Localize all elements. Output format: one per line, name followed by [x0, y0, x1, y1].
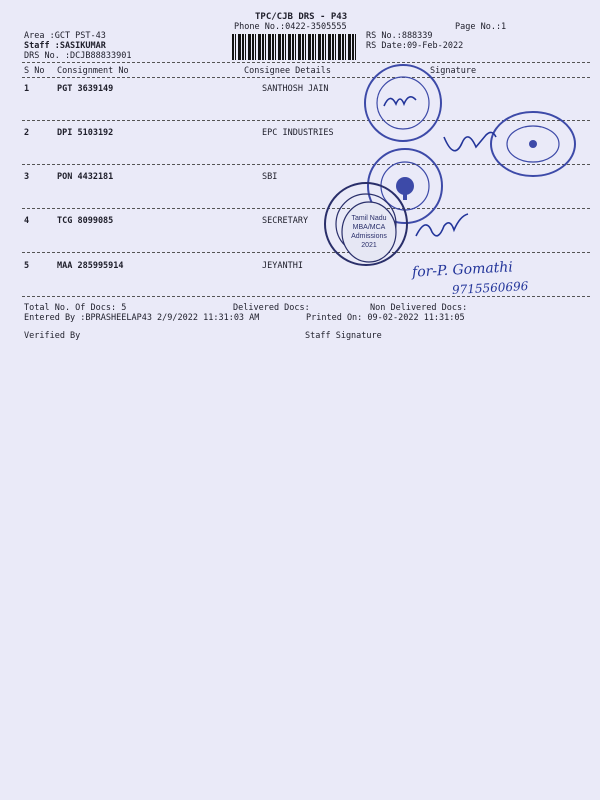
admissions-stamp-line4: 2021 — [361, 242, 377, 249]
total-docs: Total No. Of Docs: 5 — [24, 303, 127, 313]
table-bottom-rule — [22, 296, 590, 297]
rs-number-field: RS No.:888339 — [366, 31, 433, 41]
column-header-consignee: Consignee Details — [244, 66, 331, 76]
column-header-consignment: Consignment No — [57, 66, 129, 76]
entered-by: Entered By :BPRASHEELAP43 2/9/2022 11:31:03 AM — [24, 313, 260, 323]
row-5-handwritten-name: for-P. Gomathi — [411, 259, 514, 281]
area-field: Area :GCT PST-43 — [24, 31, 106, 41]
row-5-consignment: MAA 285995914 — [57, 261, 124, 271]
verified-by-label: Verified By — [24, 331, 81, 341]
row-4-consignee: SECRETARY — [262, 216, 309, 226]
row-4-consignment: TCG 8099085 — [57, 216, 114, 226]
header-top-rule — [22, 62, 590, 63]
row-2-sno: 2 — [24, 128, 30, 138]
row-3-sno: 3 — [24, 172, 30, 182]
rs-date-field: RS Date:09-Feb-2022 — [366, 41, 464, 51]
page-number: Page No.:1 — [455, 22, 507, 32]
row-1-consignee: SANTHOSH JAIN — [262, 84, 329, 94]
row-3-consignment: PON 4432181 — [57, 172, 114, 182]
barcode — [232, 34, 356, 60]
row-1-consignment: PGT 3639149 — [57, 84, 114, 94]
row-3-consignee: SBI — [262, 172, 278, 182]
staff-field: Staff :SASIKUMAR — [24, 41, 106, 51]
admissions-stamp-line2: MBA/MCA — [352, 224, 386, 231]
header-bottom-rule — [22, 77, 590, 78]
row-1-sno: 1 — [24, 84, 30, 94]
row-2-consignee: EPC INDUSTRIES — [262, 128, 334, 138]
row-divider — [22, 208, 590, 209]
printed-on: Printed On: 09-02-2022 11:31:05 — [306, 313, 465, 323]
staff-signature-label: Staff Signature — [305, 331, 382, 341]
exports-stamp — [362, 62, 444, 144]
epc-industries-stamp — [488, 108, 578, 180]
admissions-stamp-line3: Admissions — [351, 233, 387, 240]
delivered-docs: Delivered Docs: — [233, 303, 310, 313]
admissions-stamp-line1: Tamil Nadu — [351, 215, 387, 222]
row-5-sno: 5 — [24, 261, 30, 271]
column-header-sno: S No — [24, 66, 45, 76]
document-title: TPC/CJB DRS - P43 — [255, 12, 348, 22]
drs-number-field: DRS No. :DCJB88833901 — [24, 51, 132, 61]
column-header-signature: Signature — [430, 66, 477, 76]
phone-number: Phone No.:0422-3505555 — [234, 22, 347, 32]
row-divider — [22, 252, 590, 253]
row-5-consignee: JEYANTHI — [262, 261, 303, 271]
admissions-stamp — [340, 200, 398, 264]
non-delivered-docs: Non Delivered Docs: — [370, 303, 468, 313]
row-2-consignment: DPI 5103192 — [57, 128, 114, 138]
row-2-signature — [440, 125, 500, 165]
row-4-signature — [412, 206, 472, 246]
row-5-handwritten-phone: 9715560696 — [451, 279, 529, 297]
row-4-sno: 4 — [24, 216, 30, 226]
